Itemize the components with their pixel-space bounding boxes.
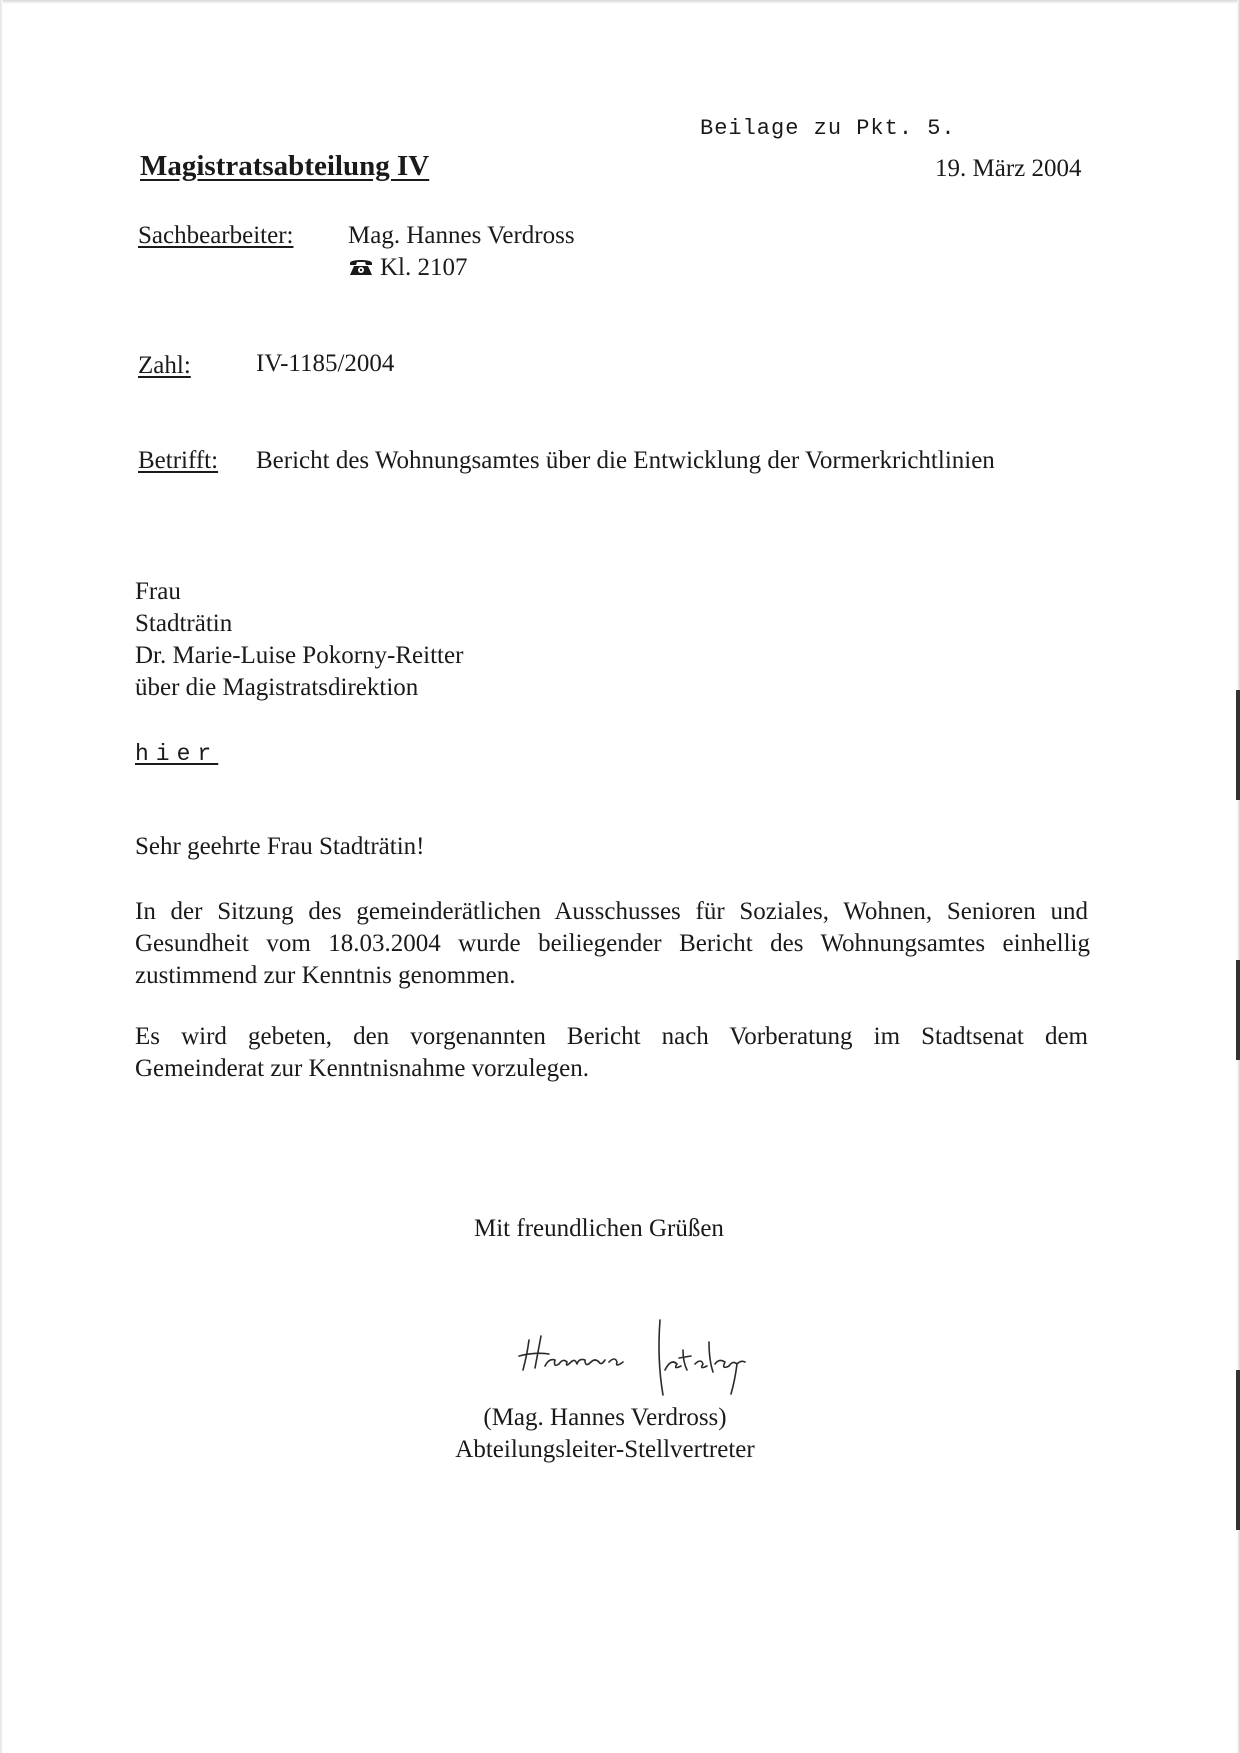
attachment-note: Beilage zu Pkt. 5.	[700, 116, 956, 141]
signature-text: Hannes Verdross	[505, 1300, 512, 1301]
reference-number: IV-1185/2004	[256, 350, 395, 377]
scan-artifact	[1236, 690, 1240, 800]
scan-artifact	[1236, 960, 1240, 1060]
paragraph-line: Es wird gebeten, den vorgenannten Bericht nach Vorberatung im Stadtsenat dem	[135, 1023, 1088, 1050]
clerk-extension: Kl. 2107	[380, 254, 468, 281]
salutation: Sehr geehrte Frau Stadträtin!	[135, 833, 425, 860]
signatory-title: Abteilungsleiter-Stellvertreter	[455, 1436, 755, 1463]
recipient-line: über die Magistratsdirektion	[135, 674, 419, 701]
letter-date: 19. März 2004	[935, 155, 1082, 182]
subject-text: Bericht des Wohnungsamtes über die Entwicklung der Vormerkrichtlinien	[256, 447, 995, 474]
clerk-label: Sachbearbeiter:	[138, 222, 294, 249]
handwritten-signature	[505, 1300, 785, 1410]
clerk-name: Mag. Hannes Verdross	[348, 222, 575, 249]
recipient-line: Dr. Marie-Luise Pokorny-Reitter	[135, 642, 464, 669]
scan-edge-top	[0, 0, 1240, 4]
subject-label: Betrifft:	[138, 447, 219, 474]
paragraph-line: zustimmend zur Kenntnis genommen.	[135, 962, 516, 989]
paragraph-line: Gemeinderat zur Kenntnisnahme vorzulegen.	[135, 1055, 589, 1082]
paragraph-line: In der Sitzung des gemeinderätlichen Ausschusses für Soziales, Wohnen, Senioren und	[135, 898, 1088, 925]
department-heading: Magistratsabteilung IV	[140, 150, 430, 182]
signatory-name: (Mag. Hannes Verdross)	[483, 1404, 727, 1431]
paragraph-line: Gesundheit vom 18.03.2004 wurde beiliegender Bericht des Wohnungsamtes einhellig	[135, 930, 1090, 957]
clerk-extension-line	[348, 254, 468, 282]
body-paragraph-1	[135, 896, 1088, 992]
body-paragraph-2	[135, 1021, 1088, 1085]
scan-edge-left	[0, 0, 3, 1753]
recipient-location: hier	[135, 741, 219, 767]
closing-greeting: Mit freundlichen Grüßen	[474, 1215, 724, 1242]
scan-artifact	[1236, 1370, 1240, 1530]
recipient-line: Stadträtin	[135, 610, 233, 637]
telephone-icon	[348, 257, 374, 277]
reference-label: Zahl:	[138, 352, 191, 379]
recipient-line: Frau	[135, 578, 181, 605]
